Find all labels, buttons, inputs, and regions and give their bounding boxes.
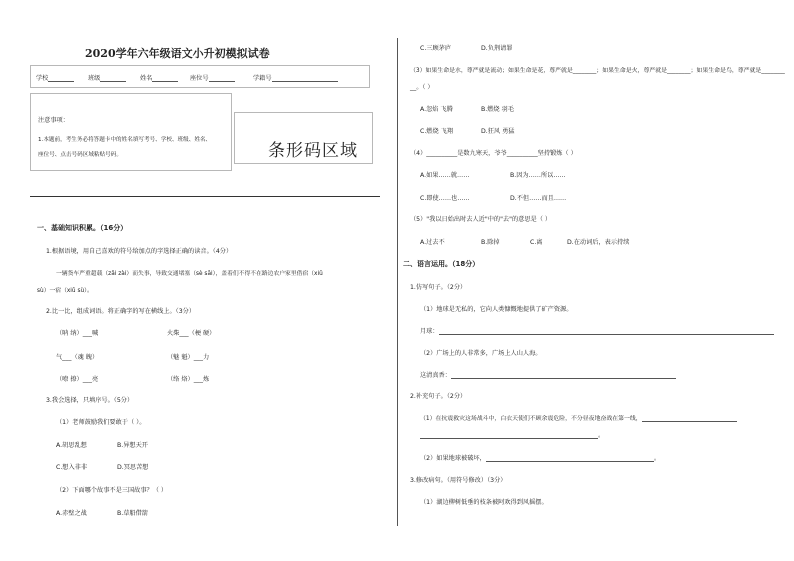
q2-item-2: 火柴___（梗 硬） xyxy=(167,330,216,337)
school-label: 学校 xyxy=(36,75,49,82)
q3-sub-1-option-d: D.冥思苦想 xyxy=(117,464,149,471)
q3-sub-1: （1）老师鼓励我们要敢于（ ）。 xyxy=(56,419,146,426)
notice-title: 注意事项： xyxy=(38,117,69,124)
part-2-sub-1-continuation: 。 xyxy=(420,430,604,439)
q3-sub-5-option-b: B.除掉 xyxy=(481,239,500,246)
question-2: 2.比一比，组成词语。将正确字的写在横线上。（3分） xyxy=(46,308,196,315)
q3-sub-4-option-a: A.如果……就…… xyxy=(420,172,470,179)
name-field xyxy=(140,73,178,82)
part-3: 3.修改病句。（用符号修改）（3分） xyxy=(410,477,507,484)
q3-sub-2-option-a: A.赤壁之战 xyxy=(56,510,87,517)
q3-sub-5: （5）"我以日始出时去人近"中的"去"的意思是（ ） xyxy=(410,216,552,223)
q2-item-6: （络 烙）___炼 xyxy=(167,376,210,383)
q3-sub-2-option-b: B.草船借箭 xyxy=(117,510,148,517)
seat-label: 座位号 xyxy=(190,75,209,82)
q3-sub-5-option-a: A.过去不 xyxy=(420,239,445,246)
seat-field xyxy=(190,73,235,82)
q3-sub-5-option-d: D.在动词后，表示持续 xyxy=(567,239,630,246)
part-1-sub-2-answer xyxy=(420,370,676,379)
part-3-sub-1: （1）湖边柳树低垂的枝条被阿欢得到风摇摆。 xyxy=(420,499,548,506)
part-1-sub-1-answer xyxy=(420,326,774,335)
question-3: 3.我会选择，只填序号。（5分） xyxy=(46,397,134,404)
part-2-sub-1-text: （1）在抗震救灾这场战斗中，白衣天使们不顾余震危险，不分昼夜地奋战在第一线， xyxy=(420,416,642,422)
q2-item-5: （嘹 撩）___亮 xyxy=(56,376,99,383)
answer-line[interactable] xyxy=(451,371,676,379)
q3-sub-4: （4）__________是数九寒天，爷爷__________坚持锻炼（ ） xyxy=(410,150,577,157)
notice-line-2: 座位号、点击号码区域粘贴号码。 xyxy=(38,152,122,158)
question-1-text-line-2: sù）一宿（xiǔ sù）。 xyxy=(37,288,93,294)
part-1-sub-1: （1）地球是无私的，它向人类慷慨地提供了矿产资源。 xyxy=(420,306,573,313)
answer-line[interactable] xyxy=(486,454,654,462)
answer-line[interactable] xyxy=(420,431,598,439)
part-1: 1.仿写句子。（2分） xyxy=(410,284,467,291)
notice-line-1: 1.本题前，考生务必将答题卡中的姓名填写考号、学校、班级、姓名、 xyxy=(38,137,212,143)
class-field xyxy=(88,73,126,82)
answer-line[interactable] xyxy=(642,414,737,422)
part-1-sub-2-label: 这清真香： xyxy=(420,372,451,379)
q3-sub-3-option-a: A.忽焰 飞腾 xyxy=(420,106,453,113)
part-2-sub-1 xyxy=(420,413,737,422)
notice-box xyxy=(30,93,232,171)
name-label: 姓名 xyxy=(140,75,153,82)
q3-sub-4-option-b: B.因为……所以…… xyxy=(510,172,566,179)
section-2-heading: 二、语言运用。（18分） xyxy=(403,260,480,268)
page-title: 2020学年六年级语文小升初模拟试卷 xyxy=(85,47,270,60)
part-2: 2.补充句子。（2分） xyxy=(410,393,467,400)
q3-sub-3-option-c: C.燃烧 飞翔 xyxy=(420,128,454,135)
part-1-sub-1-label: 月球： xyxy=(420,328,439,335)
q3-sub-1-option-c: C.想入非非 xyxy=(56,464,88,471)
part-1-sub-2: （2）广场上的人非常多，广场上人山人海。 xyxy=(420,350,542,357)
section-1-heading: 一、基础知识积累。（16分） xyxy=(37,224,128,232)
q3-sub-5-option-c: C.离 xyxy=(530,239,543,246)
column-divider xyxy=(397,38,398,526)
q3-sub-2-option-c: C.三顾茅庐 xyxy=(420,45,452,52)
q3-sub-1-option-a: A.胡思乱想 xyxy=(56,442,87,449)
q2-item-3: 气___（魂 魄） xyxy=(56,354,99,361)
q3-sub-2-option-d: D.负荆请罪 xyxy=(481,45,513,52)
q3-sub-1-option-b: B.异想天开 xyxy=(117,442,148,449)
student-id-field xyxy=(253,73,338,82)
part-2-sub-2-text: （2）如果地球被破坏， xyxy=(420,455,486,462)
header-divider xyxy=(30,196,380,197)
q2-item-4: （魅 魁）___力 xyxy=(167,354,210,361)
school-field xyxy=(36,73,74,82)
q3-sub-3-option-d: D.狂风 勇猛 xyxy=(481,128,515,135)
answer-line[interactable] xyxy=(439,327,774,335)
q3-sub-3-line-2: __。（ ） xyxy=(410,84,434,91)
q3-sub-2: （2）下面哪个故事不是三国故事？（ ） xyxy=(56,487,168,494)
barcode-area-label: 条形码区域 xyxy=(268,141,358,161)
q3-sub-4-option-c: C.即使……也…… xyxy=(420,195,470,202)
q3-sub-4-option-d: D.不但……而且…… xyxy=(510,195,567,202)
student-id-label: 学籍号 xyxy=(253,75,272,82)
q2-item-1: （呐 纳）___喊 xyxy=(56,330,99,337)
question-1-text-line-1: 一辆货车严重超载（zǎi zài）而失事，导致交通堵塞（sè sāi），盖着们不得不在路边农户家里借宿（xiǔ xyxy=(56,271,323,277)
q3-sub-3-line-1: （3）如果生命是水，尊严就是流动；如果生命是花，尊严就是________；如果生命是火，尊严就是________；如果生命是鸟，尊严就是________ xyxy=(410,68,785,74)
part-2-sub-2: （2）如果地球被破坏， 。 xyxy=(420,455,660,462)
q3-sub-3-option-b: B.燃烧 羽毛 xyxy=(481,106,514,113)
class-label: 班级 xyxy=(88,75,101,82)
question-1: 1.根据语境，用自己喜欢的符号给加点的字选择正确的读音。（4分） xyxy=(46,248,233,255)
